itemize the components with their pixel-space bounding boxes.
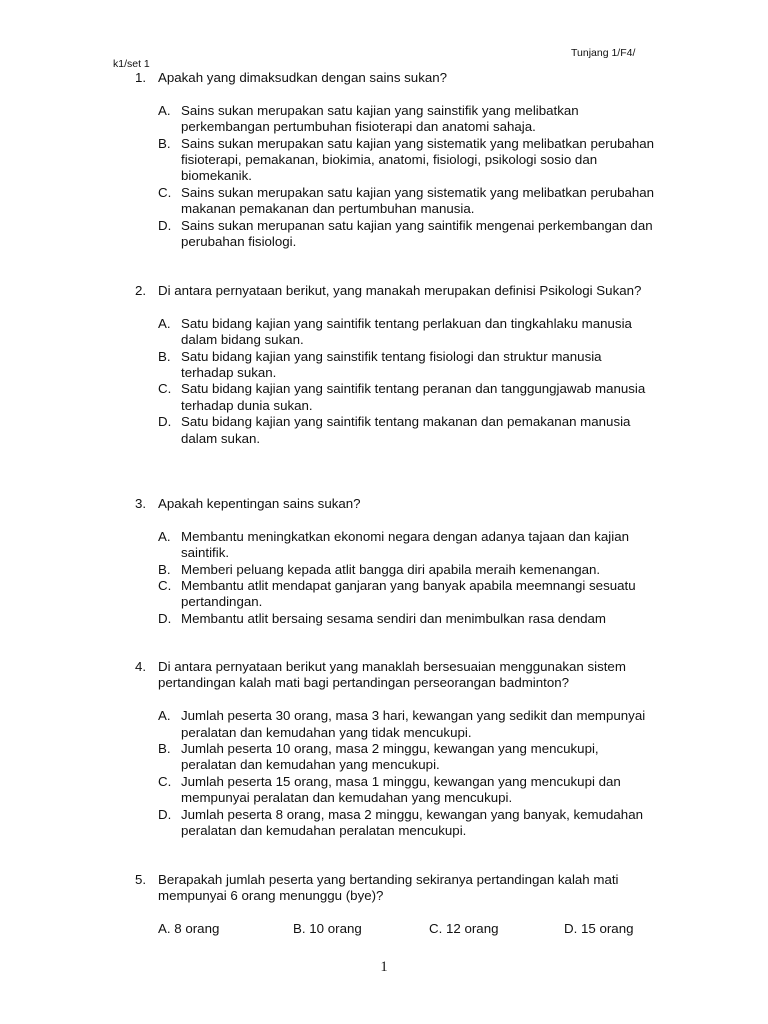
option-text: Satu bidang kajian yang sainstifik tentang fisiologi dan struktur manusia terhadap sukan. xyxy=(181,348,602,381)
option-b: B. 10 orang xyxy=(293,921,362,937)
option-c xyxy=(158,578,655,611)
question-text: Apakah yang dimaksudkan dengan sains sukan? xyxy=(158,70,448,85)
question-number: 2. xyxy=(135,283,147,298)
option-a xyxy=(158,529,655,562)
option-letter: C. xyxy=(158,184,172,200)
question-stem xyxy=(135,496,655,512)
option-letter: D. xyxy=(158,414,172,430)
question-text: Apakah kepentingan sains sukan? xyxy=(158,496,361,511)
option-b xyxy=(158,349,655,382)
option-letter: B. xyxy=(158,561,171,577)
option-text: Jumlah peserta 15 orang, masa 1 minggu, kewangan yang mencukupi dan mempunyai peralatan dan kemudahan yang mencukupi. xyxy=(181,773,621,806)
question-number: 3. xyxy=(135,496,147,511)
option-c xyxy=(158,381,655,414)
option-a: A. 8 orang xyxy=(158,921,220,937)
option-letter: C. xyxy=(158,773,172,789)
option-text: Jumlah peserta 10 orang, masa 2 minggu, kewangan yang mencukupi, peralatan dan kemudahan yang mencukupi. xyxy=(181,741,599,773)
question-4 xyxy=(135,659,655,839)
option-letter: C. xyxy=(158,578,172,594)
option-text: Membantu meningkatkan ekonomi negara dengan adanya tajaan dan kajian saintifik. xyxy=(181,528,629,561)
option-d xyxy=(158,414,655,447)
option-c xyxy=(158,185,655,218)
option-d: D. 15 orang xyxy=(564,921,634,937)
option-text: Sains sukan merupakan satu kajian yang sainstifik yang melibatkan perkembangan pertumbuhan fisioterapi dan anatomi sahaja. xyxy=(181,102,579,135)
option-letter: A. xyxy=(158,708,171,724)
option-letter: D. xyxy=(158,217,172,233)
question-number: 4. xyxy=(135,659,147,674)
options-list xyxy=(135,708,655,839)
option-text: Jumlah peserta 30 orang, masa 3 hari, kewangan yang sedikit dan mempunyai peralatan dan kemudahan yang tidak mencukupi. xyxy=(181,708,646,740)
question-1 xyxy=(135,70,655,250)
option-letter: A. xyxy=(158,315,171,331)
option-text: Sains sukan merupakan satu kajian yang sistematik yang melibatkan perubahan fisioterapi, pemakanan, biokimia, anatomi, fisiologi, psikologi sosio dan biomekanik. xyxy=(181,135,655,184)
option-letter: D. xyxy=(158,610,172,626)
option-a xyxy=(158,708,655,741)
question-2 xyxy=(135,283,655,447)
options-list xyxy=(135,529,655,627)
question-text: Di antara pernyataan berikut yang manaklah bersesuaian menggunakan sistem pertandingan kalah mati bagi pertandingan perseorangan badminton? xyxy=(158,659,626,691)
question-3 xyxy=(135,496,655,627)
question-text: Di antara pernyataan berikut, yang manakah merupakan definisi Psikologi Sukan? xyxy=(158,283,642,298)
option-letter: B. xyxy=(158,135,171,151)
question-stem xyxy=(135,70,655,86)
option-b xyxy=(158,562,655,578)
option-letter: B. xyxy=(158,348,171,364)
option-letter: B. xyxy=(158,741,171,757)
option-c: C. 12 orang xyxy=(429,921,499,937)
question-stem xyxy=(135,283,655,299)
option-letter: A. xyxy=(158,102,171,118)
options-list xyxy=(135,316,655,447)
header-code: Tunjang 1/F4/ xyxy=(571,47,636,59)
option-text: Satu bidang kajian yang saintifik tentang peranan dan tanggungjawab manusia terhadap dunia sukan. xyxy=(181,381,646,413)
option-b xyxy=(158,136,655,185)
option-text: Membantu atlit bersaing sesama sendiri dan menimbulkan rasa dendam xyxy=(181,610,606,626)
question-number: 1. xyxy=(135,70,147,85)
option-a xyxy=(158,103,655,136)
page-number: 1 xyxy=(380,959,388,975)
question-stem xyxy=(135,872,655,905)
options-list xyxy=(135,103,655,251)
option-text: Jumlah peserta 8 orang, masa 2 minggu, kewangan yang banyak, kemudahan peralatan dan kemudahan peralatan mencukupi. xyxy=(181,806,643,839)
option-d xyxy=(158,807,655,840)
option-a xyxy=(158,316,655,349)
option-text: Membantu atlit mendapat ganjaran yang banyak apabila meemnangi sesuatu pertandingan. xyxy=(181,578,636,610)
option-text: Memberi peluang kepada atlit bangga diri apabila meraih kemenangan. xyxy=(181,561,601,577)
set-label: k1/set 1 xyxy=(113,58,150,70)
question-stem xyxy=(135,659,655,692)
option-letter: A. xyxy=(158,528,171,544)
option-letter: D. xyxy=(158,806,172,822)
option-text: Satu bidang kajian yang saintifik tentang perlakuan dan tingkahlaku manusia dalam bidang sukan. xyxy=(181,315,632,348)
option-letter: C. xyxy=(158,381,172,397)
options-row xyxy=(158,921,655,938)
option-b xyxy=(158,741,655,774)
option-c xyxy=(158,774,655,807)
question-number: 5. xyxy=(135,872,147,887)
option-text: Satu bidang kajian yang saintifik tentang makanan dan pemakanan manusia dalam sukan. xyxy=(181,414,631,446)
question-5 xyxy=(135,872,655,938)
option-d xyxy=(158,611,655,627)
option-text: Sains sukan merupakan satu kajian yang sistematik yang melibatkan perubahan makanan pemakanan dan pertumbuhan manusia. xyxy=(181,184,655,217)
option-d xyxy=(158,218,655,251)
option-text: Sains sukan merupanan satu kajian yang saintifik mengenai perkembangan dan perubahan fisiologi. xyxy=(181,217,653,250)
question-text: Berapakah jumlah peserta yang bertanding sekiranya pertandingan kalah mati mempunyai 6 orang menunggu (bye)? xyxy=(158,872,619,904)
